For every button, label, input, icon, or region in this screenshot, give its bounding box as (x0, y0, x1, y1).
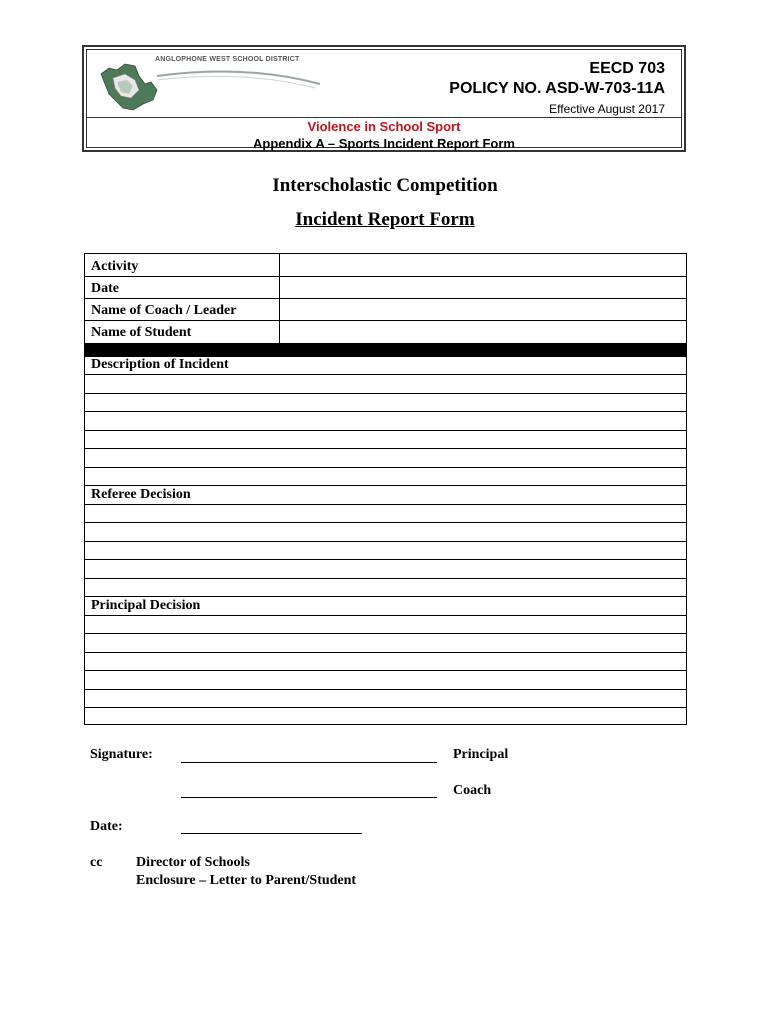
writing-line (85, 467, 686, 468)
form-title: Interscholastic Competition (272, 175, 498, 196)
writing-line (85, 504, 686, 505)
header-divider (87, 117, 681, 118)
field-label-student: Name of Student (91, 325, 192, 340)
writing-line (85, 633, 686, 634)
district-name: ANGLOPHONE WEST SCHOOL DISTRICT (155, 56, 300, 63)
header-inner-border (86, 49, 682, 151)
row-line (85, 298, 686, 299)
principal-signature-line[interactable] (181, 762, 437, 763)
section-label-referee: Referee Decision (91, 487, 191, 502)
writing-line (85, 541, 686, 542)
section-label-principal: Principal Decision (91, 598, 201, 613)
writing-line (85, 374, 686, 375)
field-label-coach: Name of Coach / Leader (91, 303, 237, 318)
writing-line (85, 578, 686, 579)
writing-line (85, 430, 686, 431)
date-line[interactable] (181, 833, 362, 834)
writing-line (85, 522, 686, 523)
form-subtitle: Incident Report Form (295, 209, 475, 230)
writing-line (85, 393, 686, 394)
section-label-description: Description of Incident (91, 357, 229, 372)
writing-line (85, 411, 686, 412)
writing-line (85, 689, 686, 690)
incident-form (84, 253, 687, 725)
row-line (85, 320, 686, 321)
policy-number: POLICY NO. ASD-W-703-11A (449, 80, 665, 97)
writing-line (85, 596, 686, 597)
section-separator-bar (85, 343, 686, 357)
writing-line (85, 652, 686, 653)
district-logo (95, 54, 325, 116)
principal-label: Principal (453, 747, 509, 762)
cc-enclosure: Enclosure – Letter to Parent/Student (136, 873, 357, 888)
writing-line (85, 559, 686, 560)
writing-line (85, 670, 686, 671)
writing-line (85, 707, 686, 708)
coach-signature-line[interactable] (181, 797, 437, 798)
writing-line (85, 615, 686, 616)
writing-line (85, 448, 686, 449)
cc-director: Director of Schools (136, 855, 250, 870)
policy-title: Violence in School Sport (307, 119, 461, 134)
appendix-title: Appendix A – Sports Incident Report Form (253, 136, 515, 151)
date-label: Date: (90, 819, 123, 834)
effective-date: Effective August 2017 (549, 102, 665, 116)
row-line (85, 276, 686, 277)
coach-label: Coach (453, 783, 492, 798)
field-label-activity: Activity (91, 259, 139, 274)
writing-line (85, 485, 686, 486)
eecd-number: EECD 703 (589, 60, 665, 77)
field-label-date: Date (91, 281, 119, 296)
policy-header (82, 45, 686, 152)
cc-label: cc (90, 855, 103, 870)
signature-label: Signature: (90, 747, 153, 762)
